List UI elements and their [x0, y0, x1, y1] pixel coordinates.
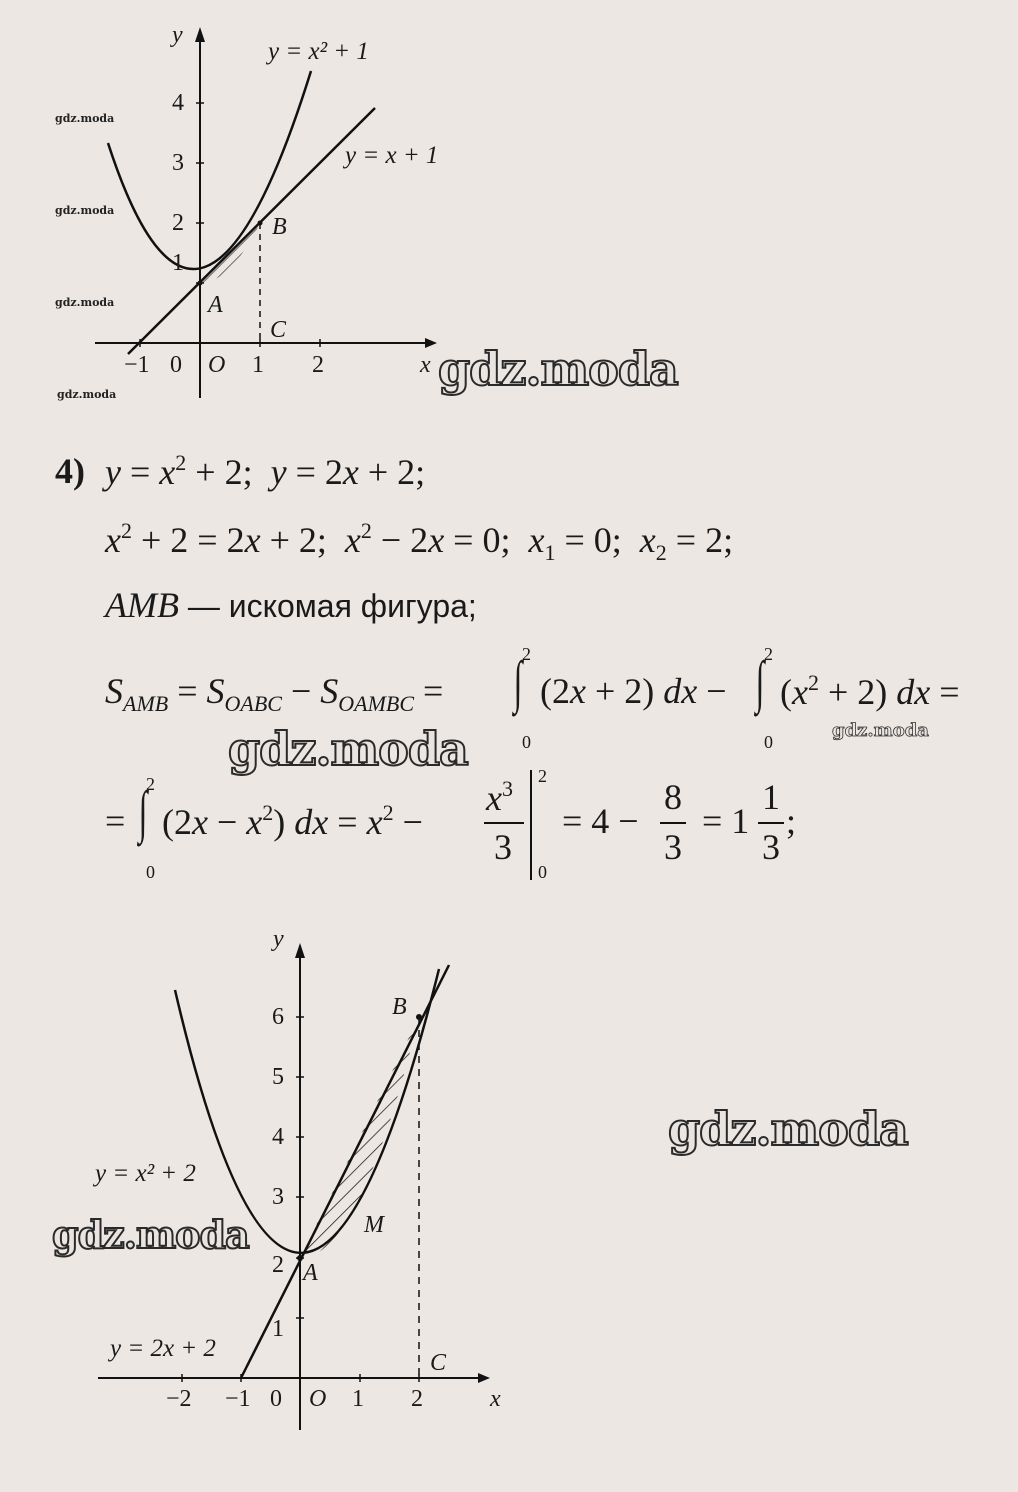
graph1-point-b: B	[272, 214, 287, 240]
graph2-point-c: C	[430, 1350, 447, 1376]
watermark-small-2: gdz.moda	[55, 204, 115, 217]
equation-line-5-start: =	[105, 801, 126, 841]
integral-2: ∫	[755, 649, 765, 714]
graph2-ytick-1: 1	[272, 1316, 284, 1342]
graph1-ytick-1: 1	[172, 250, 184, 276]
line-y-x-plus-1	[128, 108, 375, 354]
graph1-point-c: C	[270, 317, 287, 343]
graph1-ytick-4: 4	[172, 90, 184, 116]
graph2-ytick-3: 3	[272, 1184, 284, 1210]
figure-name: AMB	[105, 585, 179, 625]
graph2-ytick-6: 6	[272, 1004, 284, 1030]
graph1-origin: O	[208, 352, 226, 378]
graph2-xtick-neg2: −2	[166, 1386, 192, 1412]
watermark-large-3: gdz.moda	[668, 1102, 908, 1156]
integrand-2: $(x^2 + 2)$ dx =	[780, 670, 960, 712]
watermark-small-3: gdz.moda	[55, 296, 115, 309]
graph2-point-m: M	[364, 1212, 384, 1238]
graph1-xtick-0: 0	[170, 352, 182, 378]
graph1-ytick-2: 2	[172, 210, 184, 236]
graph1-curve1-label: y = x² + 1	[268, 38, 369, 65]
integrand-1: (2x + 2) dx −	[540, 671, 727, 711]
watermark-small-1: gdz.moda	[55, 112, 115, 125]
graph1-xtick-2: 2	[312, 352, 324, 378]
graph2-xtick-2: 2	[411, 1386, 423, 1412]
figure-description: — искомая фигура;	[178, 588, 477, 624]
graph2-origin: O	[309, 1386, 327, 1412]
graph2-point-a: A	[303, 1260, 318, 1286]
watermark-large-1: gdz.moda	[438, 342, 678, 396]
graph2-ytick-2: 2	[272, 1252, 284, 1278]
graph1-xtick-1: 1	[252, 352, 264, 378]
watermark-large-2: gdz.moda	[228, 722, 468, 776]
equation-line-3	[105, 584, 477, 626]
problem-number: 4)	[55, 451, 85, 491]
graph2-x-label: x	[490, 1386, 501, 1412]
watermark-mid: gdz.moda	[832, 720, 929, 741]
graph1-x-label: x	[420, 352, 431, 378]
graph2-xtick-neg1: −1	[225, 1386, 251, 1412]
equation-line-2: $x^2 + 2 = 2x + 2$; $x^2 - 2x = 0$; $x_1 = 0$; $x_2 = 2$;	[105, 518, 734, 565]
integral-1: ∫	[513, 649, 523, 714]
graph2-curve1-label: y = x² + 2	[95, 1160, 196, 1187]
watermark-small-4: gdz.moda	[57, 388, 117, 401]
equation-line-1: $y = x^2 + 2$; y = 2x + 2;	[105, 450, 426, 492]
graph2-curve2-label: y = 2x + 2	[110, 1335, 216, 1362]
watermark-large-4: gdz.moda	[52, 1212, 249, 1257]
graph2-xtick-0: 0	[270, 1386, 282, 1412]
equation-line-4: $S_{AMB} = S_{OABC} - S_{OAMBC}$ =	[105, 671, 444, 716]
integrand-3: $(2x - x^2)$ dx = $x^2$ −	[162, 800, 423, 842]
graph1-point-a: A	[208, 292, 223, 318]
graph1-y-label: y	[172, 22, 183, 48]
graph2-y-label: y	[273, 926, 284, 952]
graph1-curve2-label: y = x + 1	[345, 142, 439, 169]
integral-3: ∫	[138, 779, 148, 844]
shaded-area-2	[300, 1017, 419, 1258]
graph1-ytick-3: 3	[172, 150, 184, 176]
graph2-ytick-5: 5	[272, 1064, 284, 1090]
graph1-xtick-neg1: −1	[124, 352, 150, 378]
graph2-xtick-1: 1	[352, 1386, 364, 1412]
graph2-point-b: B	[392, 994, 407, 1020]
graph2-ytick-4: 4	[272, 1124, 284, 1150]
